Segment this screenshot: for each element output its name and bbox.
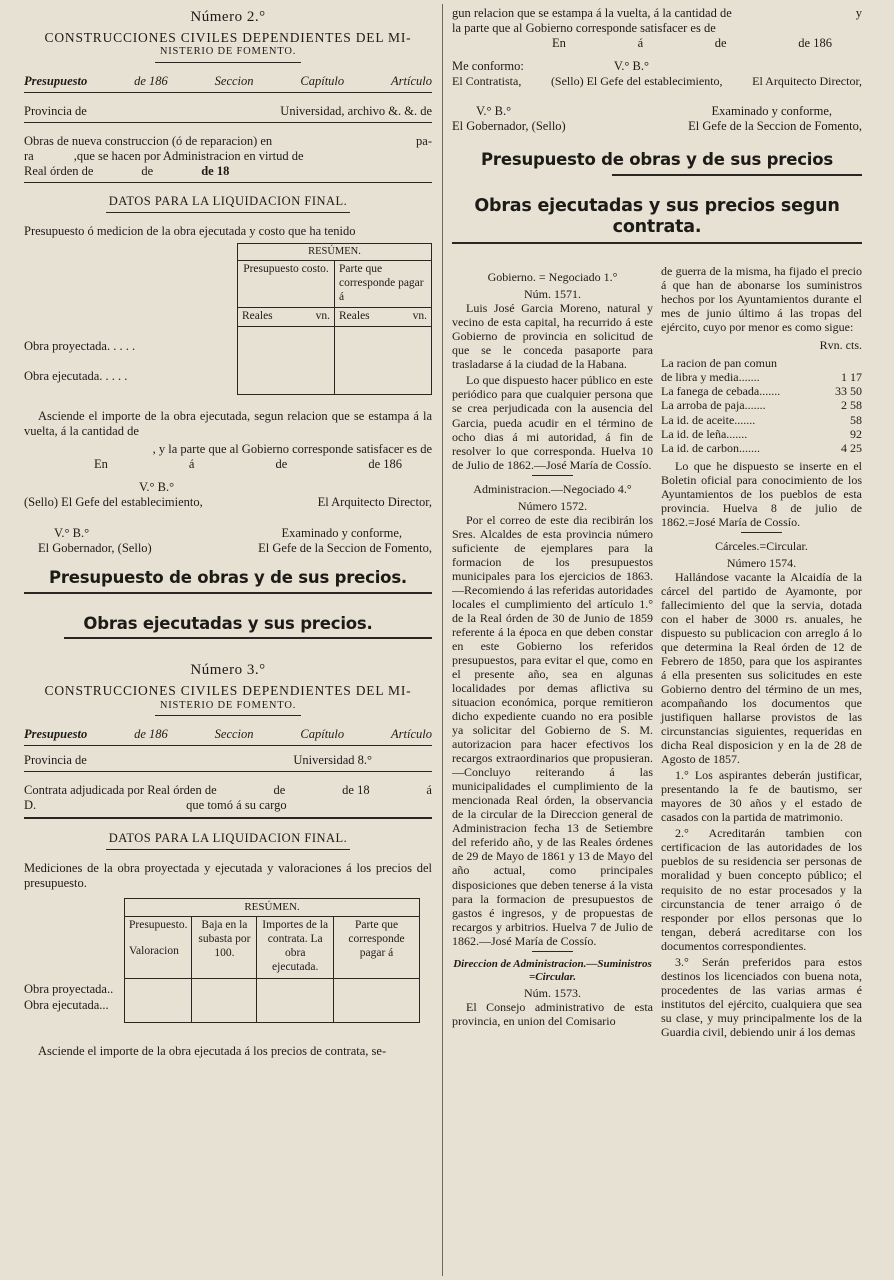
date-part: de 186 xyxy=(368,456,402,471)
summary-title: RESÚMEN. xyxy=(238,243,432,261)
price-label: La arroba de paja....... xyxy=(661,398,766,413)
doc2-budget-header xyxy=(24,727,432,742)
vb2: V.° B.° xyxy=(476,104,512,119)
date-part: de xyxy=(275,456,288,471)
section-label: Seccion xyxy=(214,73,254,88)
contract-text: de 18 xyxy=(342,783,370,798)
seal-chief: (Sello) El Gefe del establecimiento, xyxy=(24,494,203,509)
price-list xyxy=(661,356,862,454)
bulletin-columns xyxy=(452,264,862,1041)
doc1-works-line2 xyxy=(24,149,432,164)
notice-number: Número 1572. xyxy=(517,498,588,513)
divider xyxy=(64,637,432,639)
notice-text: 1.° Los aspirantes deberán justificar, presentando la fe de bautismo, ser mayores de 30 años y el estado de casados con la partida de matrimonio. xyxy=(661,768,862,825)
chapter-label: Capítulo xyxy=(300,73,345,88)
date-part: En xyxy=(552,36,566,50)
contractor: El Contratista, xyxy=(452,74,522,88)
date-part: En xyxy=(94,456,108,471)
doc1-date-line xyxy=(24,457,432,472)
examined: Examinado y conforme, xyxy=(281,525,402,540)
price-value: 33 50 xyxy=(835,384,862,399)
doc2-section-title: DATOS PARA LA LIQUIDACION FINAL. xyxy=(108,831,348,846)
contract-text: Contrata adjudicada por Real órden de xyxy=(24,783,217,798)
notice-text: 2.° Acreditarán tambien con certificacion de las autoridades de los pueblos de su residencia ser personas de moralidad y buen concepto público; el requisito de no estar procesados y la circunstancia de tener arraigo ó de responder por ellos personas que lo tengan, deberá acreditarse con los documentos correspondientes. xyxy=(661,826,862,953)
doc2-contract-line2 xyxy=(24,798,432,813)
summary-col-part: Parte que corresponde pagar á xyxy=(335,261,432,307)
doc2-org-line1: CONSTRUCCIONES CIVILES DEPENDIENTES DEL MI- xyxy=(44,683,412,699)
architect: El Arquitecto Director, xyxy=(317,494,432,509)
chapter-label: Capítulo xyxy=(300,727,345,742)
province-label: Provincia de xyxy=(24,753,87,768)
divider xyxy=(24,745,432,746)
divider xyxy=(155,715,302,716)
price-row xyxy=(661,427,862,441)
right-sign-row2 xyxy=(452,104,862,119)
price-row xyxy=(661,413,862,427)
building-label: Universidad 8.° xyxy=(293,753,372,768)
works-text: ,que se hacen por Administracion en virtud de xyxy=(73,148,304,163)
divider xyxy=(532,475,572,476)
doc1-number: Número 2.° xyxy=(190,9,266,25)
divider xyxy=(24,592,432,594)
unit-label: Reales xyxy=(339,309,370,322)
province-label: Provincia de xyxy=(24,103,87,118)
price-row xyxy=(661,370,862,384)
notice-number: Número 1574. xyxy=(726,555,797,570)
notice-header: Administracion.—Negociado 4.° xyxy=(473,481,632,496)
col-budget-label: Presupuesto. xyxy=(129,919,188,932)
budget-label: Presupuesto xyxy=(24,73,88,88)
price-head: Rvn. cts. xyxy=(819,338,862,353)
notice-text: de guerra de la misma, ha fijado el precio á que han de abonarse los suministros hechos por los Ayuntamientos durante el mes de junio último á las tropas del ejército, cuyo por menor es como sigue: xyxy=(661,264,862,335)
cont-line1 xyxy=(452,6,862,21)
divider xyxy=(24,771,432,772)
summary-col-part: Parte que corresponde pagar á xyxy=(334,917,420,979)
cont-text: gun relacion que se estampa á la vuelta, á la cantidad de xyxy=(452,6,732,20)
contract-text: D. xyxy=(24,798,37,813)
summary-col-contract: Importes de la contrata. La obra ejecutada. xyxy=(257,917,334,979)
notice-number: Núm. 1571. xyxy=(524,287,581,302)
price-value: 2 58 xyxy=(841,398,862,413)
right-date-line xyxy=(452,36,862,51)
price-label: La id. de aceite....... xyxy=(661,412,756,427)
article-label: Artículo xyxy=(391,727,432,742)
doc1-summary-table xyxy=(237,243,432,395)
contract-text: de xyxy=(273,783,286,798)
date-part: de 186 xyxy=(798,36,832,50)
section-chief: El Gefe de la Seccion de Fomento, xyxy=(688,119,862,134)
divider xyxy=(612,174,862,176)
agree-row xyxy=(452,59,862,74)
price-row xyxy=(661,384,862,398)
notice-text: Lo que he dispuesto se inserte en el Boletin oficial para conocimiento de los Ayuntamientos de los pueblos de esta provincia. Huelva 8 de julio de 1862.=José María de Cossío. xyxy=(661,458,862,529)
heading-works: Obras ejecutadas y sus precios. xyxy=(83,613,373,633)
cont-line2: la parte que al Gobierno corresponde satisfacer es de xyxy=(452,21,716,35)
row-projected: Obra proyectada. . . . . xyxy=(24,338,136,353)
divider xyxy=(106,849,351,850)
notice-text: El Consejo administrativo de esta provincia, en union del Comisario xyxy=(452,1000,653,1029)
doc1-intro: Presupuesto ó medicion de la obra ejecutada y costo que ha tenido xyxy=(24,223,356,238)
works-text: Obras de nueva construccion (ó de reparacion) en xyxy=(24,133,273,148)
right-heading-works: Obras ejecutadas y sus precios segun contrata. xyxy=(474,196,840,238)
section-chief: El Gefe de la Seccion de Fomento, xyxy=(258,540,432,555)
price-row xyxy=(661,356,862,370)
contract-text: á xyxy=(426,783,432,798)
building-label: Universidad, archivo &. &. de xyxy=(280,103,432,118)
doc1-org-line2: NISTERIO DE FOMENTO. xyxy=(159,46,297,58)
divider xyxy=(24,92,432,93)
divider xyxy=(24,182,432,183)
doc2-summary-table xyxy=(124,898,420,1023)
examined: Examinado y conforme, xyxy=(711,104,832,119)
row-projected: Obra proyectada.. xyxy=(24,982,114,997)
right-heading-budget: Presupuesto de obras y de sus precios xyxy=(481,150,833,170)
notice-number: Núm. 1573. xyxy=(524,986,581,1001)
price-label: La fanega de cebada....... xyxy=(661,384,781,399)
seal-chief: (Sello) El Gefe del establecimiento, xyxy=(550,74,723,88)
notice-text: Lo que dispuesto hacer público en este periódico para que cualquier persona que se crea perjudicada con la ausencia del Garcia, pueda acudir en el término de ocho dias á mi autoridad, á fin de resolver lo que corresponda. Huelva 10 de Julio de 1862.—José María de Cossío. xyxy=(452,373,653,472)
section-label: Seccion xyxy=(214,727,254,742)
summary-col-budget xyxy=(125,917,192,979)
article-label: Artículo xyxy=(391,73,432,88)
budget-year: de 186 xyxy=(134,73,168,88)
contract-text: que tomó á su cargo xyxy=(186,798,287,813)
vb2: V.° B.° xyxy=(54,525,90,540)
governor: El Gobernador, (Sello) xyxy=(452,119,566,134)
summary-col-budget: Presupuesto costo. xyxy=(238,261,335,307)
row-executed: Obra ejecutada... xyxy=(24,998,109,1013)
right-sign-row3 xyxy=(452,119,862,134)
cont-text: y xyxy=(855,6,862,20)
price-label: La id. de leña....... xyxy=(661,426,748,441)
date-part: á xyxy=(637,36,644,50)
column-divider xyxy=(442,4,443,1276)
works-text-end: pa- xyxy=(416,133,432,148)
right-sign-row1 xyxy=(452,74,862,88)
heading-budget: Presupuesto de obras y de sus precios. xyxy=(48,567,408,587)
works-text: de xyxy=(141,163,154,178)
notice-header: Gobierno. = Negociado 1.° xyxy=(487,270,618,285)
doc2-province-row xyxy=(24,753,432,768)
doc2-org-line2: NISTERIO DE FOMENTO. xyxy=(159,699,297,711)
doc1-sign-row1 xyxy=(24,495,432,510)
left-column xyxy=(24,6,432,1276)
unit-label: vn. xyxy=(412,309,427,322)
price-label: de libra y media....... xyxy=(661,370,760,385)
budget-label: Presupuesto xyxy=(24,727,88,742)
works-text: de 18 xyxy=(201,163,230,178)
doc2-summary-block xyxy=(24,898,432,1036)
right-column xyxy=(452,6,862,1276)
divider xyxy=(155,62,302,63)
notice-text: Por el correo de este dia recibirán los Sres. Alcaldes de esta provincia número suficiente de ejemplares para la formacion de los presupuestos municipales para los ejercicios de 1863.—Recomiendo á las referidas autoridades locales el cumplimiento del artículo 1.° de la Real órden de 30 de Junio de 1859 referente á la época en que deben constar en este Gobierno los referidos presupuestos, para evitar el que, como en el presente año, sea en algunas localidades por demas aflictiva su situacion económica, porque remitieron dicho expediente cuando no era posible ya solicitar del Gobierno de S. M. autorizacion para hacer efectivos los recargos extraordinarios que propusieran.—Concluyo reiterando á las municipalidades el cumplimiento de la mencionada Real órden, la observancia de la circular de la Direccion general de Administracion fecha 13 de Setiembre del referido año, y de las Reales órdenes de 29 de Mayo de 1861 y 13 de Mayo del año actual, como principales disposiciones que deben tenerse á la vista para la formacion de presupuestos de gastos é ingresos, y de propuestas de recargos y arbitrios. Huelva 7 de Julio de 1862.—José María de Cossío. xyxy=(452,512,653,948)
doc1-amount-para-b: , y la parte que al Gobierno corresponde satisfacer es de xyxy=(152,441,432,456)
divider xyxy=(452,242,862,244)
doc1-works-line1 xyxy=(24,134,432,149)
doc2-intro: Mediciones de la obra proyectada y ejecutada y valoraciones á los precios del presupuesto. xyxy=(24,861,432,891)
notice-text: Hallándose vacante la Alcaidía de la cárcel del partido de Ayamonte, por fallecimiento del que la servia, dotada con el haber de 3000 rs. anuales, he dispuesto su publicacion con arreglo á lo que determina la Real órden de 12 de Febrero de 1850, para que los aspirantes á ella presenten sus solicitudes en este Gobierno dentro del término de un mes, acompañando los documentos que justifiquen hallarse provistos de las circunstancias siguientes, requeridas en dicha Real disposicion y en la de 28 de Agosto de 1857. xyxy=(661,569,862,767)
governor: El Gobernador, (Sello) xyxy=(38,540,152,555)
doc1-summary-block xyxy=(24,243,432,405)
doc1-vb: V.° B.° xyxy=(139,479,175,494)
bulletin-right xyxy=(661,264,862,1041)
notice-header: Cárceles.=Circular. xyxy=(715,538,808,553)
unit-label: Reales xyxy=(242,309,273,322)
doc1-budget-header xyxy=(24,74,432,89)
doc2-contract-line1 xyxy=(24,783,432,798)
date-part: de xyxy=(714,36,727,50)
col-valuation-label: Valoracion xyxy=(129,945,179,958)
works-text: ra xyxy=(24,148,34,163)
doc2-number: Número 3.° xyxy=(190,662,266,679)
budget-year: de 186 xyxy=(134,727,168,742)
date-part: á xyxy=(188,456,195,471)
doc2-closing: Asciende el importe de la obra ejecutada á los precios de contrata, se- xyxy=(38,1044,387,1059)
works-text: Real órden de xyxy=(24,163,94,178)
price-value: 92 xyxy=(850,426,862,441)
doc1-section-title: DATOS PARA LA LIQUIDACION FINAL. xyxy=(108,193,348,208)
divider xyxy=(532,951,572,952)
summary-col-drop: Baja en la subasta por 100. xyxy=(192,917,257,979)
price-value: 58 xyxy=(850,412,862,427)
price-value: 1 17 xyxy=(841,370,862,385)
notice-header: Direccion de Administracion.—Suministros =Circular. xyxy=(453,957,652,983)
doc1-sign-row3 xyxy=(24,541,432,556)
price-row xyxy=(661,398,862,412)
price-label: La racion de pan comun xyxy=(661,356,777,371)
divider xyxy=(106,212,351,213)
architect: El Arquitecto Director, xyxy=(752,74,862,88)
divider xyxy=(741,532,781,533)
price-row xyxy=(661,441,862,455)
doc1-amount-para-a: Asciende el importe de la obra ejecutada, segun relacion que se estampa á la vuelta, á la cantidad de xyxy=(24,408,432,438)
bulletin-left xyxy=(452,264,653,1041)
notice-text: Luis José Garcia Moreno, natural y vecino de esta capital, ha recurrido á este Gobierno de provincia en solicitud de que se le conceda pasaporte para trasladarse á la ciudad de la Habana. xyxy=(452,301,653,372)
doc1-org-line1: CONSTRUCCIONES CIVILES DEPENDIENTES DEL MI- xyxy=(44,30,412,45)
unit-label: vn. xyxy=(315,309,330,322)
doc1-sign-row2 xyxy=(24,526,432,541)
row-executed: Obra ejecutada. . . . . xyxy=(24,368,128,383)
notice-text: 3.° Serán preferidos para estos destinos los licenciados con buena nota, procedentes de las varias armas é institutos del ejército, cualquiera que sea su clase, y muy principalmente los de la Guardia civil, debiendo unir á los demas xyxy=(661,954,862,1039)
price-value: 4 25 xyxy=(841,440,862,455)
agree-label: Me conformo: xyxy=(452,59,524,73)
divider xyxy=(24,817,432,819)
vb: V.° B.° xyxy=(613,59,649,73)
doc1-works-line3 xyxy=(24,164,432,179)
doc1-province-row xyxy=(24,104,432,119)
price-label: La id. de carbon....... xyxy=(661,440,760,455)
divider xyxy=(24,122,432,123)
summary-title: RESÚMEN. xyxy=(125,899,420,917)
